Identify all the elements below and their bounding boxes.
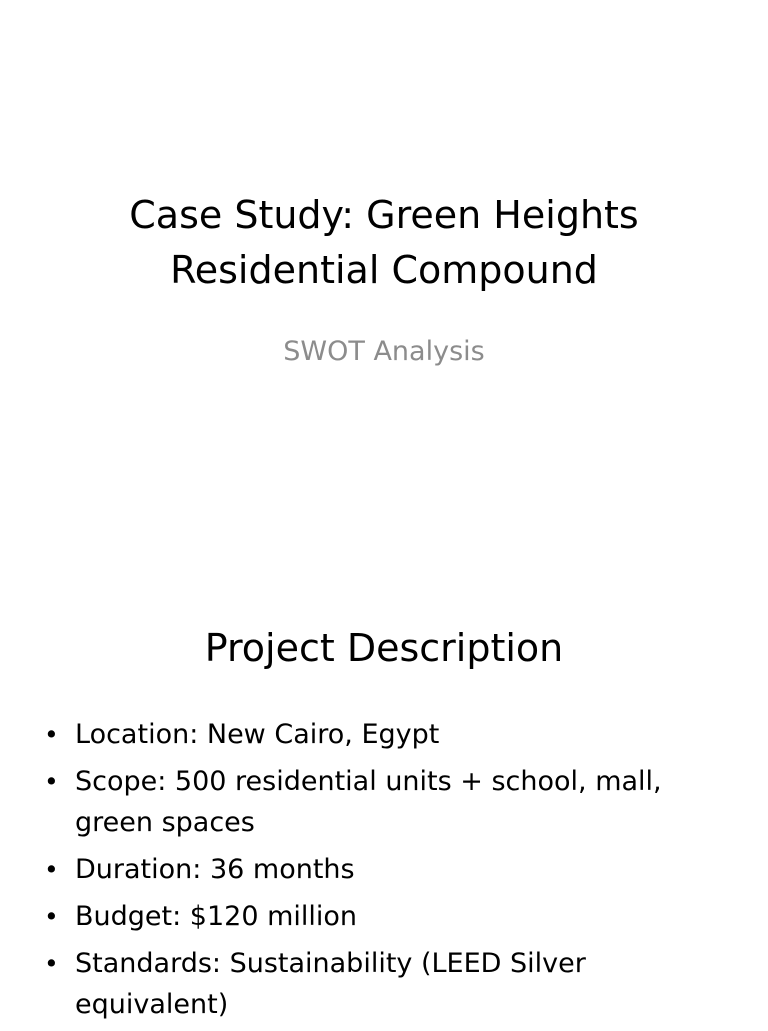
bullet-icon: • [44,855,59,884]
bullet-text: Standards: Sustainability (LEED Silver equivalent) [75,948,586,1020]
project-description-slide [0,576,768,1024]
bullet-text: Duration: 36 months [75,854,355,885]
slide-title: Case Study: Green Heights Residential Compound [129,193,639,292]
slide-subtitle: SWOT Analysis [283,336,485,367]
bullet-icon: • [44,902,59,931]
bullet-icon: • [44,949,59,978]
bullet-item [44,849,704,890]
bullet-list [44,714,704,1031]
slide-title: Project Description [204,626,564,670]
bullet-item [44,943,704,1025]
bullet-item [44,761,704,843]
bullet-text: Scope: 500 residential units + school, mall, green spaces [75,766,662,838]
bullet-item [44,714,704,755]
bullet-icon: • [44,720,59,749]
bullet-item [44,896,704,937]
bullet-text: Location: New Cairo, Egypt [75,719,440,750]
bullet-text: Budget: $120 million [75,901,358,932]
bullet-icon: • [44,767,59,796]
